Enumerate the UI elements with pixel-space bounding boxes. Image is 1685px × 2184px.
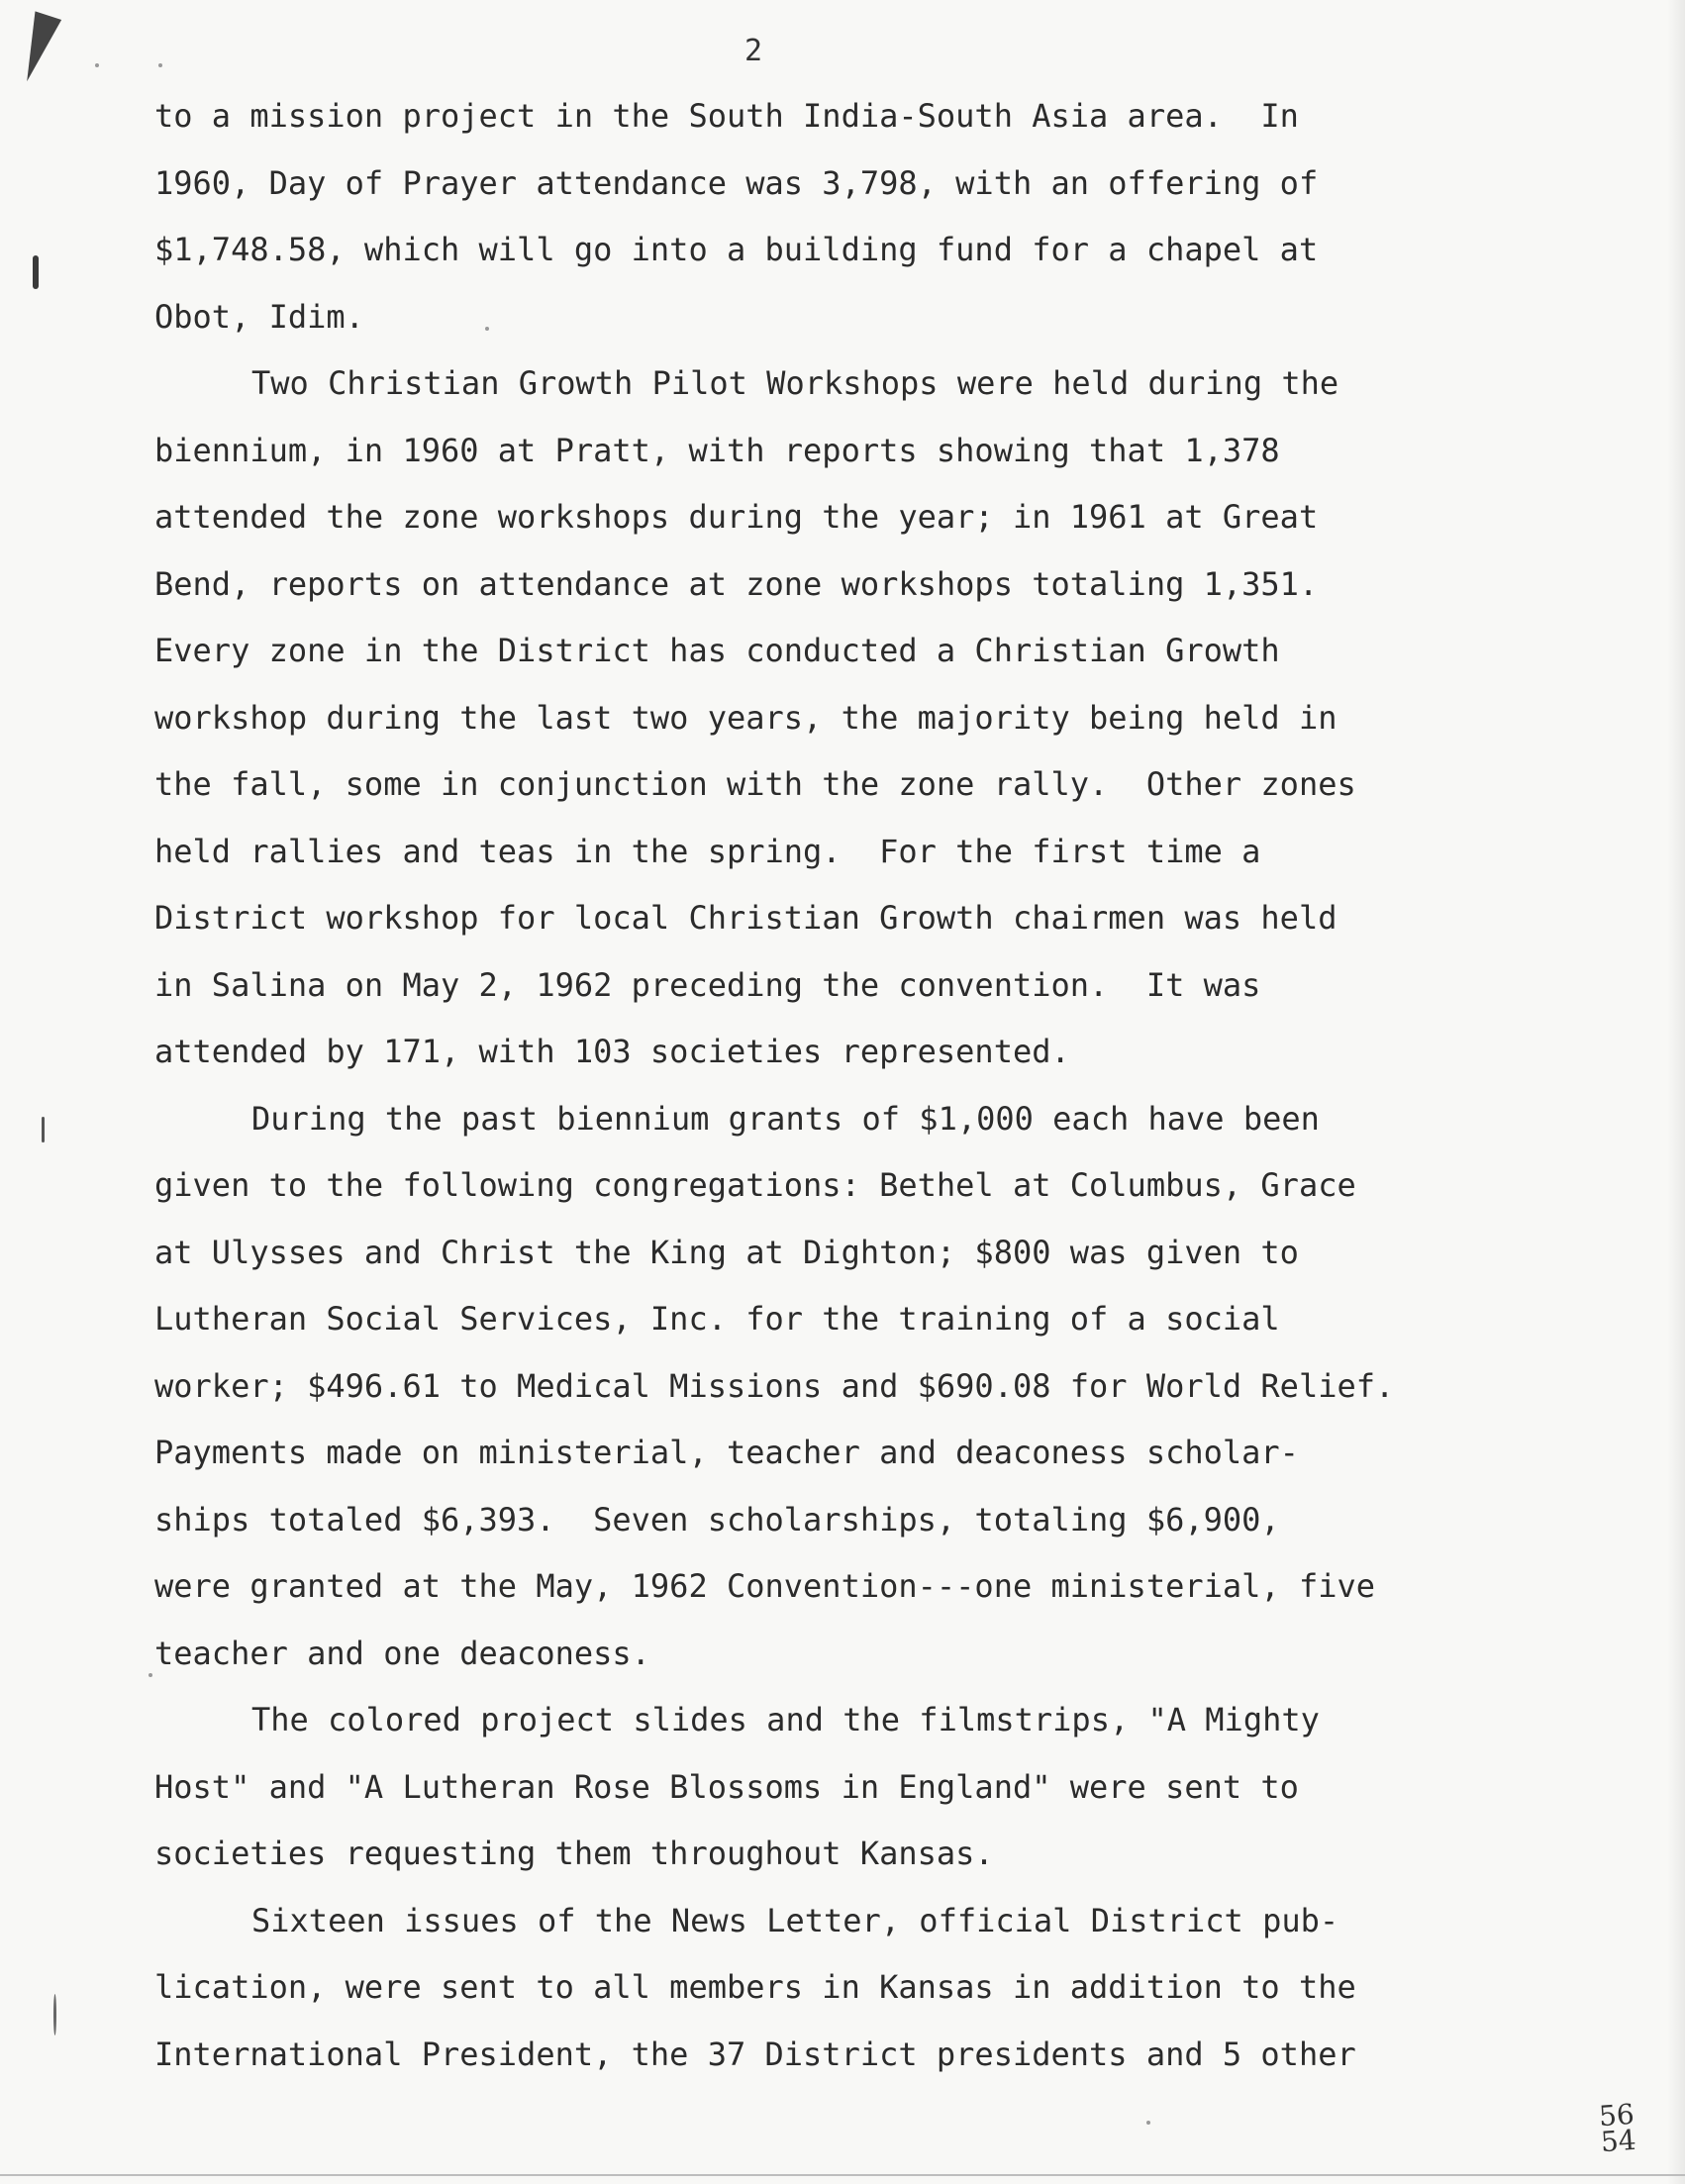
text-line: District workshop for local Christian Growth chairmen was held	[154, 899, 1338, 937]
text-line: The colored project slides and the filmstrips, "A Mighty	[251, 1701, 1320, 1738]
text-line: were granted at the May, 1962 Convention---one ministerial, five	[154, 1567, 1375, 1605]
paragraph	[154, 83, 1451, 350]
text-line: Payments made on ministerial, teacher and deaconess scholar-	[154, 1434, 1299, 1471]
text-line: Obot, Idim.	[154, 297, 364, 336]
corner-scan-mark	[14, 11, 61, 85]
text-line: Host" and "A Lutheran Rose Blossoms in England" were sent to	[154, 1767, 1299, 1806]
paper-speck	[158, 63, 162, 67]
text-line: $1,748.58, which will go into a building fund for a chapel at	[154, 231, 1319, 268]
text-line: given to the following congregations: Bethel at Columbus, Grace	[154, 1166, 1356, 1204]
text-line: Bend, reports on attendance at zone workshops totaling 1,351.	[154, 564, 1319, 603]
text-line: Two Christian Growth Pilot Workshops were held during the	[251, 364, 1339, 402]
page-number: 2	[744, 34, 763, 68]
text-line: During the past biennium grants of $1,000 each have been	[251, 1099, 1320, 1138]
paragraph	[154, 1888, 1451, 2089]
text-line: to a mission project in the South India-South Asia area. In	[154, 97, 1299, 135]
margin-punch-mark	[42, 1117, 45, 1142]
text-line: in Salina on May 2, 1962 preceding the convention. It was	[154, 965, 1261, 1004]
text-line: held rallies and teas in the spring. For the first time a	[154, 832, 1261, 870]
margin-punch-mark	[33, 255, 39, 289]
paper-speck	[95, 63, 99, 67]
paragraph	[154, 1687, 1451, 1888]
text-line: ships totaled $6,393. Seven scholarships, totaling $6,900,	[154, 1500, 1280, 1539]
paragraph	[154, 1086, 1451, 1688]
text-line: 1960, Day of Prayer attendance was 3,798, with an offering of	[154, 163, 1319, 202]
paragraph	[154, 350, 1451, 1086]
text-line: worker; $496.61 to Medical Missions and $690.08 for World Relief.	[154, 1366, 1395, 1405]
text-line: societies requesting them throughout Kansas.	[154, 1835, 994, 1872]
paper-speck	[1146, 2121, 1150, 2125]
body-text	[154, 83, 1451, 2088]
text-line: workshop during the last two years, the majority being held in	[154, 698, 1338, 737]
text-line: biennium, in 1960 at Pratt, with reports showing that 1,378	[154, 431, 1280, 469]
text-line: at Ulysses and Christ the King at Dighton; $800 was given to	[154, 1233, 1299, 1271]
text-line: attended by 171, with 103 societies represented.	[154, 1033, 1070, 1070]
text-line: Lutheran Social Services, Inc. for the training of a social	[154, 1300, 1280, 1338]
text-line: lication, were sent to all members in Kansas in addition to the	[154, 1968, 1356, 2006]
text-line: Sixteen issues of the News Letter, official District pub-	[251, 1901, 1339, 1939]
text-line: International President, the 37 District presidents and 5 other	[154, 2035, 1356, 2073]
margin-punch-mark	[53, 1994, 56, 2035]
bottom-scan-edge	[0, 2174, 1685, 2176]
paper-speck	[149, 1673, 152, 1677]
text-line: teacher and one deaconess.	[154, 1634, 650, 1672]
handwritten-page-note: 56 54	[1597, 2097, 1637, 2159]
text-line: the fall, some in conjunction with the zone rally. Other zones	[154, 765, 1356, 803]
text-line: Every zone in the District has conducted a Christian Growth	[154, 632, 1280, 669]
page-edge-shadow	[1667, 0, 1685, 2184]
text-line: attended the zone workshops during the year; in 1961 at Great	[154, 498, 1319, 536]
